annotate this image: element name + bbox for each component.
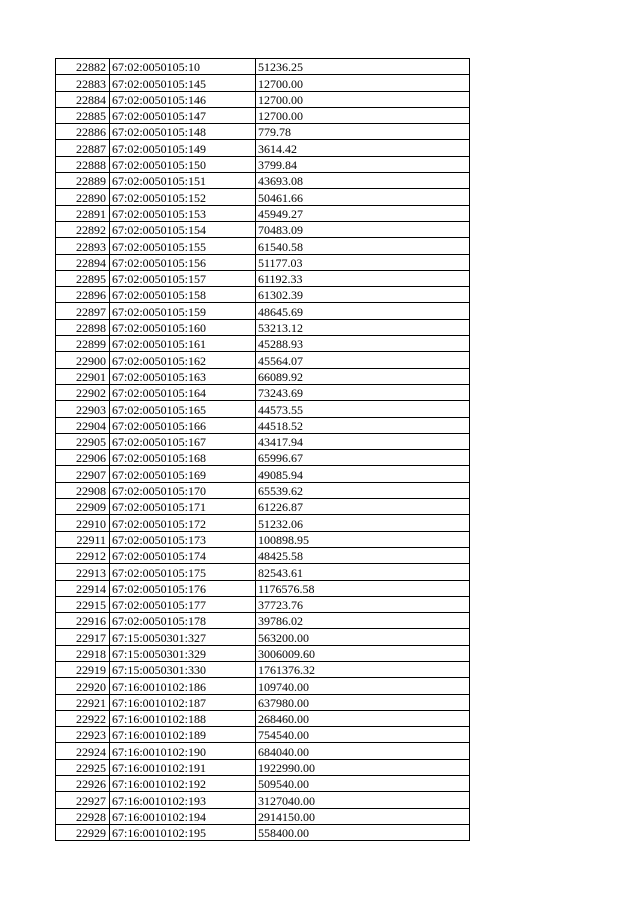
table-row <box>56 352 470 368</box>
cadastral-number-cell: 67:16:0010102:194 <box>110 808 256 824</box>
row-number-cell: 22906 <box>56 450 110 466</box>
cadastral-number-cell: 67:02:0050105:162 <box>110 352 256 368</box>
cadastral-number-cell: 67:02:0050105:168 <box>110 450 256 466</box>
table-row <box>56 580 470 596</box>
cadastral-number-cell: 67:02:0050105:152 <box>110 189 256 205</box>
amount-cell: 48645.69 <box>256 303 470 319</box>
row-number-cell: 22916 <box>56 613 110 629</box>
table-row <box>56 596 470 612</box>
table-row <box>56 531 470 547</box>
row-number-cell: 22903 <box>56 401 110 417</box>
cadastral-number-cell: 67:02:0050105:155 <box>110 238 256 254</box>
cadastral-number-cell: 67:16:0010102:189 <box>110 727 256 743</box>
amount-cell: 65996.67 <box>256 450 470 466</box>
cadastral-number-cell: 67:02:0050105:167 <box>110 433 256 449</box>
table-row <box>56 759 470 775</box>
cadastral-number-cell: 67:02:0050105:151 <box>110 173 256 189</box>
amount-cell: 37723.76 <box>256 596 470 612</box>
row-number-cell: 22920 <box>56 678 110 694</box>
row-number-cell: 22921 <box>56 694 110 710</box>
row-number-cell: 22907 <box>56 466 110 482</box>
amount-cell: 3614.42 <box>256 140 470 156</box>
amount-cell: 43417.94 <box>256 433 470 449</box>
table-row <box>56 466 470 482</box>
row-number-cell: 22893 <box>56 238 110 254</box>
amount-cell: 61540.58 <box>256 238 470 254</box>
row-number-cell: 22889 <box>56 173 110 189</box>
cadastral-number-cell: 67:16:0010102:192 <box>110 776 256 792</box>
cadastral-number-cell: 67:02:0050105:171 <box>110 499 256 515</box>
cadastral-number-cell: 67:02:0050105:149 <box>110 140 256 156</box>
row-number-cell: 22886 <box>56 124 110 140</box>
row-number-cell: 22900 <box>56 352 110 368</box>
row-number-cell: 22898 <box>56 319 110 335</box>
cadastral-number-cell: 67:16:0010102:193 <box>110 792 256 808</box>
amount-cell: 53213.12 <box>256 319 470 335</box>
amount-cell: 45564.07 <box>256 352 470 368</box>
cadastral-number-cell: 67:02:0050105:169 <box>110 466 256 482</box>
table-row <box>56 59 470 75</box>
amount-cell: 637980.00 <box>256 694 470 710</box>
table-row <box>56 678 470 694</box>
table-row <box>56 205 470 221</box>
amount-cell: 48425.58 <box>256 547 470 563</box>
cadastral-number-cell: 67:02:0050105:172 <box>110 515 256 531</box>
table-row <box>56 694 470 710</box>
cadastral-number-cell: 67:02:0050105:147 <box>110 107 256 123</box>
row-number-cell: 22922 <box>56 710 110 726</box>
cadastral-number-cell: 67:02:0050105:145 <box>110 75 256 91</box>
cadastral-number-cell: 67:02:0050105:146 <box>110 91 256 107</box>
amount-cell: 268460.00 <box>256 710 470 726</box>
amount-cell: 684040.00 <box>256 743 470 759</box>
row-number-cell: 22888 <box>56 156 110 172</box>
table-row <box>56 401 470 417</box>
table-row <box>56 613 470 629</box>
cadastral-number-cell: 67:02:0050105:159 <box>110 303 256 319</box>
cadastral-number-cell: 67:02:0050105:165 <box>110 401 256 417</box>
row-number-cell: 22927 <box>56 792 110 808</box>
table-row <box>56 189 470 205</box>
cadastral-number-cell: 67:02:0050105:166 <box>110 417 256 433</box>
cadastral-number-cell: 67:02:0050105:176 <box>110 580 256 596</box>
table-row <box>56 156 470 172</box>
row-number-cell: 22895 <box>56 270 110 286</box>
cadastral-number-cell: 67:16:0010102:190 <box>110 743 256 759</box>
table-row <box>56 173 470 189</box>
table-row <box>56 287 470 303</box>
amount-cell: 49085.94 <box>256 466 470 482</box>
amount-cell: 39786.02 <box>256 613 470 629</box>
cadastral-number-cell: 67:02:0050105:150 <box>110 156 256 172</box>
amount-cell: 51177.03 <box>256 254 470 270</box>
amount-cell: 50461.66 <box>256 189 470 205</box>
cadastral-number-cell: 67:02:0050105:156 <box>110 254 256 270</box>
row-number-cell: 22925 <box>56 759 110 775</box>
row-number-cell: 22901 <box>56 368 110 384</box>
row-number-cell: 22913 <box>56 564 110 580</box>
table-row <box>56 515 470 531</box>
table-row <box>56 254 470 270</box>
cadastral-number-cell: 67:02:0050105:164 <box>110 384 256 400</box>
cadastral-number-cell: 67:02:0050105:161 <box>110 336 256 352</box>
table-row <box>56 417 470 433</box>
amount-cell: 1761376.32 <box>256 661 470 677</box>
row-number-cell: 22908 <box>56 482 110 498</box>
amount-cell: 45288.93 <box>256 336 470 352</box>
cadastral-number-cell: 67:02:0050105:154 <box>110 221 256 237</box>
table-row <box>56 140 470 156</box>
row-number-cell: 22905 <box>56 433 110 449</box>
cadastral-number-cell: 67:02:0050105:160 <box>110 319 256 335</box>
table-row <box>56 564 470 580</box>
table-row <box>56 450 470 466</box>
cadastral-number-cell: 67:02:0050105:173 <box>110 531 256 547</box>
row-number-cell: 22915 <box>56 596 110 612</box>
table-row <box>56 808 470 824</box>
cadastral-number-cell: 67:16:0010102:186 <box>110 678 256 694</box>
table-row <box>56 270 470 286</box>
row-number-cell: 22892 <box>56 221 110 237</box>
row-number-cell: 22902 <box>56 384 110 400</box>
cadastral-number-cell: 67:02:0050105:170 <box>110 482 256 498</box>
amount-cell: 66089.92 <box>256 368 470 384</box>
amount-cell: 61302.39 <box>256 287 470 303</box>
row-number-cell: 22928 <box>56 808 110 824</box>
row-number-cell: 22912 <box>56 547 110 563</box>
cadastral-number-cell: 67:02:0050105:174 <box>110 547 256 563</box>
table-row <box>56 645 470 661</box>
row-number-cell: 22890 <box>56 189 110 205</box>
data-table <box>55 58 470 841</box>
amount-cell: 65539.62 <box>256 482 470 498</box>
amount-cell: 109740.00 <box>256 678 470 694</box>
table-row <box>56 91 470 107</box>
amount-cell: 51232.06 <box>256 515 470 531</box>
row-number-cell: 22911 <box>56 531 110 547</box>
row-number-cell: 22885 <box>56 107 110 123</box>
table-row <box>56 727 470 743</box>
cadastral-number-cell: 67:02:0050105:178 <box>110 613 256 629</box>
cadastral-number-cell: 67:15:0050301:329 <box>110 645 256 661</box>
amount-cell: 12700.00 <box>256 107 470 123</box>
row-number-cell: 22894 <box>56 254 110 270</box>
cadastral-number-cell: 67:02:0050105:163 <box>110 368 256 384</box>
cadastral-number-cell: 67:15:0050301:330 <box>110 661 256 677</box>
cadastral-number-cell: 67:02:0050105:153 <box>110 205 256 221</box>
table-row <box>56 384 470 400</box>
row-number-cell: 22887 <box>56 140 110 156</box>
amount-cell: 44573.55 <box>256 401 470 417</box>
table-row <box>56 221 470 237</box>
table-row <box>56 238 470 254</box>
amount-cell: 558400.00 <box>256 824 470 840</box>
row-number-cell: 22929 <box>56 824 110 840</box>
row-number-cell: 22883 <box>56 75 110 91</box>
row-number-cell: 22914 <box>56 580 110 596</box>
cadastral-number-cell: 67:16:0010102:195 <box>110 824 256 840</box>
amount-cell: 100898.95 <box>256 531 470 547</box>
row-number-cell: 22891 <box>56 205 110 221</box>
amount-cell: 1922990.00 <box>256 759 470 775</box>
table-row <box>56 368 470 384</box>
amount-cell: 12700.00 <box>256 91 470 107</box>
amount-cell: 563200.00 <box>256 629 470 645</box>
amount-cell: 3127040.00 <box>256 792 470 808</box>
row-number-cell: 22896 <box>56 287 110 303</box>
amount-cell: 61226.87 <box>256 499 470 515</box>
table-row <box>56 661 470 677</box>
amount-cell: 12700.00 <box>256 75 470 91</box>
amount-cell: 1176576.58 <box>256 580 470 596</box>
table-body <box>56 59 470 841</box>
table-row <box>56 319 470 335</box>
row-number-cell: 22882 <box>56 59 110 75</box>
cadastral-number-cell: 67:02:0050105:175 <box>110 564 256 580</box>
cadastral-number-cell: 67:02:0050105:157 <box>110 270 256 286</box>
table-row <box>56 433 470 449</box>
cadastral-number-cell: 67:15:0050301:327 <box>110 629 256 645</box>
table-row <box>56 75 470 91</box>
row-number-cell: 22904 <box>56 417 110 433</box>
amount-cell: 51236.25 <box>256 59 470 75</box>
table-row <box>56 547 470 563</box>
amount-cell: 3006009.60 <box>256 645 470 661</box>
cadastral-number-cell: 67:16:0010102:188 <box>110 710 256 726</box>
row-number-cell: 22919 <box>56 661 110 677</box>
amount-cell: 754540.00 <box>256 727 470 743</box>
cadastral-number-cell: 67:02:0050105:158 <box>110 287 256 303</box>
table-row <box>56 776 470 792</box>
row-number-cell: 22918 <box>56 645 110 661</box>
row-number-cell: 22910 <box>56 515 110 531</box>
amount-cell: 2914150.00 <box>256 808 470 824</box>
row-number-cell: 22884 <box>56 91 110 107</box>
cadastral-number-cell: 67:16:0010102:191 <box>110 759 256 775</box>
amount-cell: 45949.27 <box>256 205 470 221</box>
row-number-cell: 22909 <box>56 499 110 515</box>
table-row <box>56 499 470 515</box>
table-row <box>56 710 470 726</box>
amount-cell: 61192.33 <box>256 270 470 286</box>
table-row <box>56 303 470 319</box>
amount-cell: 43693.08 <box>256 173 470 189</box>
table-row <box>56 482 470 498</box>
row-number-cell: 22926 <box>56 776 110 792</box>
amount-cell: 44518.52 <box>256 417 470 433</box>
table-row <box>56 107 470 123</box>
cadastral-number-cell: 67:16:0010102:187 <box>110 694 256 710</box>
amount-cell: 82543.61 <box>256 564 470 580</box>
amount-cell: 779.78 <box>256 124 470 140</box>
cadastral-number-cell: 67:02:0050105:177 <box>110 596 256 612</box>
table-row <box>56 824 470 840</box>
table-row <box>56 336 470 352</box>
row-number-cell: 22923 <box>56 727 110 743</box>
table-row <box>56 124 470 140</box>
cadastral-number-cell: 67:02:0050105:10 <box>110 59 256 75</box>
row-number-cell: 22899 <box>56 336 110 352</box>
row-number-cell: 22924 <box>56 743 110 759</box>
row-number-cell: 22917 <box>56 629 110 645</box>
table-row <box>56 743 470 759</box>
amount-cell: 70483.09 <box>256 221 470 237</box>
cadastral-number-cell: 67:02:0050105:148 <box>110 124 256 140</box>
amount-cell: 3799.84 <box>256 156 470 172</box>
amount-cell: 509540.00 <box>256 776 470 792</box>
amount-cell: 73243.69 <box>256 384 470 400</box>
row-number-cell: 22897 <box>56 303 110 319</box>
table-row <box>56 629 470 645</box>
table-row <box>56 792 470 808</box>
